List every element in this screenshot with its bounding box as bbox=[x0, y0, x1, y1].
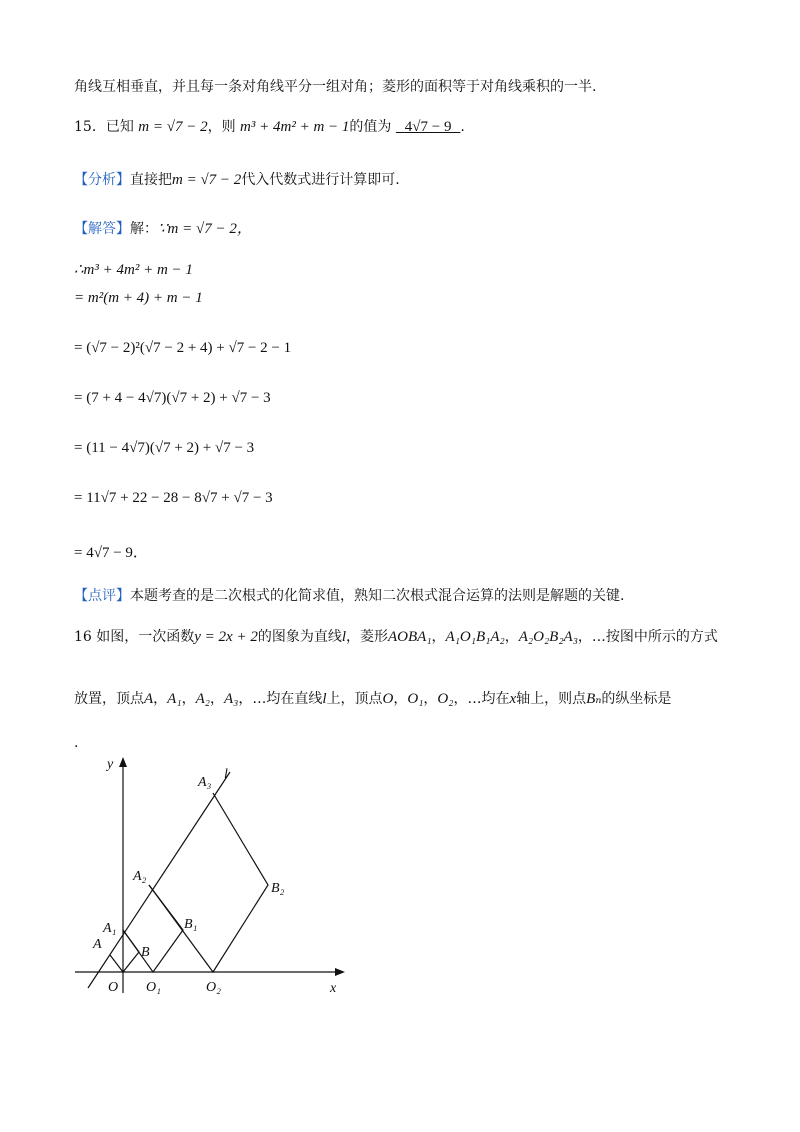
solution-tag: 【解答】 bbox=[74, 221, 130, 237]
q16-text: 放置，顶点 bbox=[74, 691, 144, 707]
solution-step: = (11 − 4√7)(√7 + 2) + √7 − 3 bbox=[74, 440, 255, 456]
label-O1: O₁ bbox=[146, 980, 161, 995]
label-A1: A₁ bbox=[103, 921, 117, 936]
comment-text: 本题考查的是二次根式的化简求值，熟知二次根式混合运算的法则是解题的关键. bbox=[130, 588, 625, 604]
question-16-line3: . bbox=[74, 735, 79, 751]
label-B: B bbox=[141, 945, 150, 960]
label-B1: B₁ bbox=[184, 917, 198, 932]
q16-point: O₁ bbox=[407, 691, 424, 707]
x-axis-arrow bbox=[335, 968, 345, 976]
label-l: l bbox=[224, 767, 228, 782]
q16-point: O bbox=[382, 691, 394, 707]
q16-text: 轴上，则点 bbox=[516, 691, 587, 707]
question-15 bbox=[74, 118, 465, 136]
intro-line: 角线互相垂直，并且每一条对角线平分一组对角；菱形的面积等于对角线乘积的一半. bbox=[74, 79, 597, 95]
q16-rhombus-3: A₂O₂B₂A₃ bbox=[518, 629, 578, 645]
q16-point: A bbox=[144, 691, 154, 707]
rhombus-figure bbox=[60, 750, 360, 1000]
solution-because: ∵m = √7 − 2， bbox=[158, 221, 252, 237]
q16-text: ， bbox=[393, 691, 408, 707]
solution-header bbox=[74, 220, 252, 238]
q16-text: ，…均在直线 bbox=[238, 691, 323, 707]
q16-point: O₂ bbox=[437, 691, 454, 707]
solution-step: = (7 + 4 − 4√7)(√7 + 2) + √7 − 3 bbox=[74, 390, 271, 406]
q16-text: ， bbox=[209, 691, 224, 707]
q16-text: ， bbox=[181, 691, 196, 707]
label-A2: A₂ bbox=[133, 869, 147, 884]
solution-step: ∴m³ + 4m² + m − 1 bbox=[74, 262, 193, 278]
q16-text: 的纵坐标是 bbox=[601, 691, 672, 707]
solution-lead: 解： bbox=[130, 221, 158, 237]
label-y: y bbox=[107, 757, 114, 772]
q16-rhombus-2: A₁O₁B₁A₂ bbox=[445, 629, 505, 645]
analysis-line bbox=[74, 171, 400, 189]
q15-mid: ，则 bbox=[207, 119, 236, 135]
question-16-line1 bbox=[74, 628, 718, 646]
q15-number: 15． bbox=[74, 119, 106, 135]
q16-line-name: l bbox=[322, 691, 327, 707]
q16-axis-name: x bbox=[509, 691, 517, 707]
q16-text: ，…均在 bbox=[453, 691, 510, 707]
rhombus-A1O1B1A2 bbox=[123, 885, 183, 972]
q16-text: ， bbox=[504, 629, 519, 645]
q15-answer-blank bbox=[396, 119, 461, 135]
analysis-text1: 直接把 bbox=[130, 172, 172, 188]
q15-suffix: 的值为 bbox=[349, 119, 392, 135]
label-A: A bbox=[93, 937, 102, 952]
question-16-line2 bbox=[74, 690, 671, 708]
comment-tag: 【点评】 bbox=[74, 588, 130, 604]
label-O2: O₂ bbox=[206, 980, 221, 995]
label-O: O bbox=[108, 980, 119, 995]
analysis-text2: 代入代数式进行计算即可. bbox=[241, 172, 400, 188]
analysis-expr: m = √7 − 2 bbox=[172, 172, 242, 188]
q16-text: 16 如图，一次函数 bbox=[74, 629, 195, 645]
q16-point: Bₙ bbox=[586, 691, 602, 707]
q16-text: ，…按图中所示的方式 bbox=[577, 629, 718, 645]
q15-given: m = √7 − 2 bbox=[138, 119, 208, 135]
q16-text: ， bbox=[431, 629, 446, 645]
line-l bbox=[88, 772, 230, 988]
q16-text: 上，顶点 bbox=[326, 691, 383, 707]
label-A3: A₃ bbox=[198, 775, 212, 790]
q15-answer: 4√7 − 9 bbox=[404, 119, 452, 135]
solution-step: = (√7 − 2)²(√7 − 2 + 4) + √7 − 2 − 1 bbox=[74, 340, 292, 356]
solution-step: = m²(m + 4) + m − 1 bbox=[74, 290, 203, 306]
q16-rhombus-1: AOBA₁ bbox=[388, 629, 432, 645]
q16-point: A₂ bbox=[195, 691, 210, 707]
q16-function: y = 2x + 2 bbox=[194, 629, 258, 645]
q15-expr: m³ + 4m² + m − 1 bbox=[240, 119, 350, 135]
comment-line bbox=[74, 587, 624, 605]
q16-text: ，菱形 bbox=[346, 629, 388, 645]
q16-point: A₃ bbox=[223, 691, 239, 707]
q16-text: ， bbox=[153, 691, 168, 707]
q15-prefix: 已知 bbox=[105, 119, 134, 135]
solution-step: = 4√7 − 9． bbox=[74, 545, 148, 561]
q15-end: . bbox=[460, 119, 465, 135]
q16-text: 的图象为直线 bbox=[257, 629, 342, 645]
rhombus-AOBA1 bbox=[110, 930, 139, 972]
y-axis-arrow bbox=[119, 757, 127, 767]
q16-text: ， bbox=[423, 691, 438, 707]
solution-step: = 11√7 + 22 − 28 − 8√7 + √7 − 3 bbox=[74, 490, 273, 506]
label-x: x bbox=[330, 981, 337, 996]
q16-line-name: l bbox=[341, 629, 346, 645]
q16-point: A₁ bbox=[167, 691, 182, 707]
label-B2: B₂ bbox=[271, 881, 285, 896]
rhombus-A2O2B2A3 bbox=[149, 793, 268, 972]
analysis-tag: 【分析】 bbox=[74, 172, 130, 188]
